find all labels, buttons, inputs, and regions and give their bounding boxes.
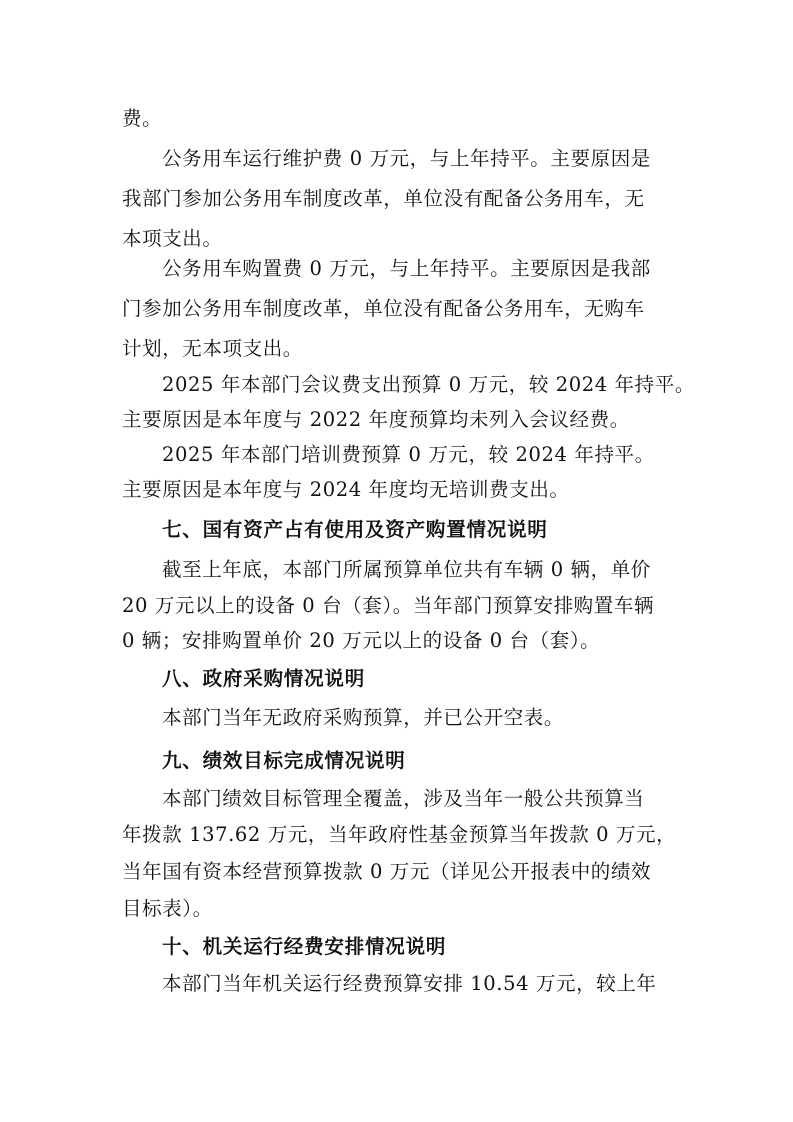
section-heading-performance: 九、绩效目标完成情况说明: [162, 749, 406, 772]
text-line: 门参加公务用车制度改革，单位没有配备公务用车，无购车: [122, 297, 645, 320]
text-line: 0 辆；安排购置单价 20 万元以上的设备 0 台（套）。: [122, 629, 601, 652]
section-heading-operating-costs: 十、机关运行经费安排情况说明: [162, 935, 447, 958]
text-line: 目标表）。: [122, 897, 213, 920]
text-line: 本部门绩效目标管理全覆盖，涉及当年一般公共预算当: [162, 787, 645, 810]
section-heading-assets: 七、国有资产占有使用及资产购置情况说明: [162, 518, 548, 541]
text-line: 费。: [122, 107, 163, 130]
text-line: 主要原因是本年度与 2024 年度均无培训费支出。: [122, 478, 570, 501]
text-line: 2025 年本部门会议费支出预算 0 万元，较 2024 年持平。: [162, 373, 695, 396]
text-line: 我部门参加公务用车制度改革，单位没有配备公务用车，无: [122, 187, 645, 210]
text-line: 20 万元以上的设备 0 台（套）。当年部门预算安排购置车辆: [122, 594, 655, 617]
text-line: 2025 年本部门培训费预算 0 万元，较 2024 年持平。: [162, 443, 655, 466]
text-line: 本部门当年机关运行经费预算安排 10.54 万元，较上年: [162, 972, 657, 995]
section-heading-procurement: 八、政府采购情况说明: [162, 667, 366, 690]
text-line: 计划，无本项支出。: [122, 337, 303, 360]
text-line: 截至上年底，本部门所属预算单位共有车辆 0 辆，单价: [162, 558, 651, 581]
text-line: 当年国有资本经营预算拨款 0 万元（详见公开报表中的绩效: [122, 860, 652, 883]
text-line: 公务用车购置费 0 万元，与上年持平。主要原因是我部: [162, 257, 651, 280]
text-line: 本部门当年无政府采购预算，并已公开空表。: [162, 706, 565, 729]
text-line: 本项支出。: [122, 227, 223, 250]
text-line: 年拨款 137.62 万元，当年政府性基金预算当年拨款 0 万元，: [122, 823, 677, 846]
text-line: 主要原因是本年度与 2022 年度预算均未列入会议经费。: [122, 408, 630, 431]
text-line: 公务用车运行维护费 0 万元，与上年持平。主要原因是: [162, 147, 651, 170]
